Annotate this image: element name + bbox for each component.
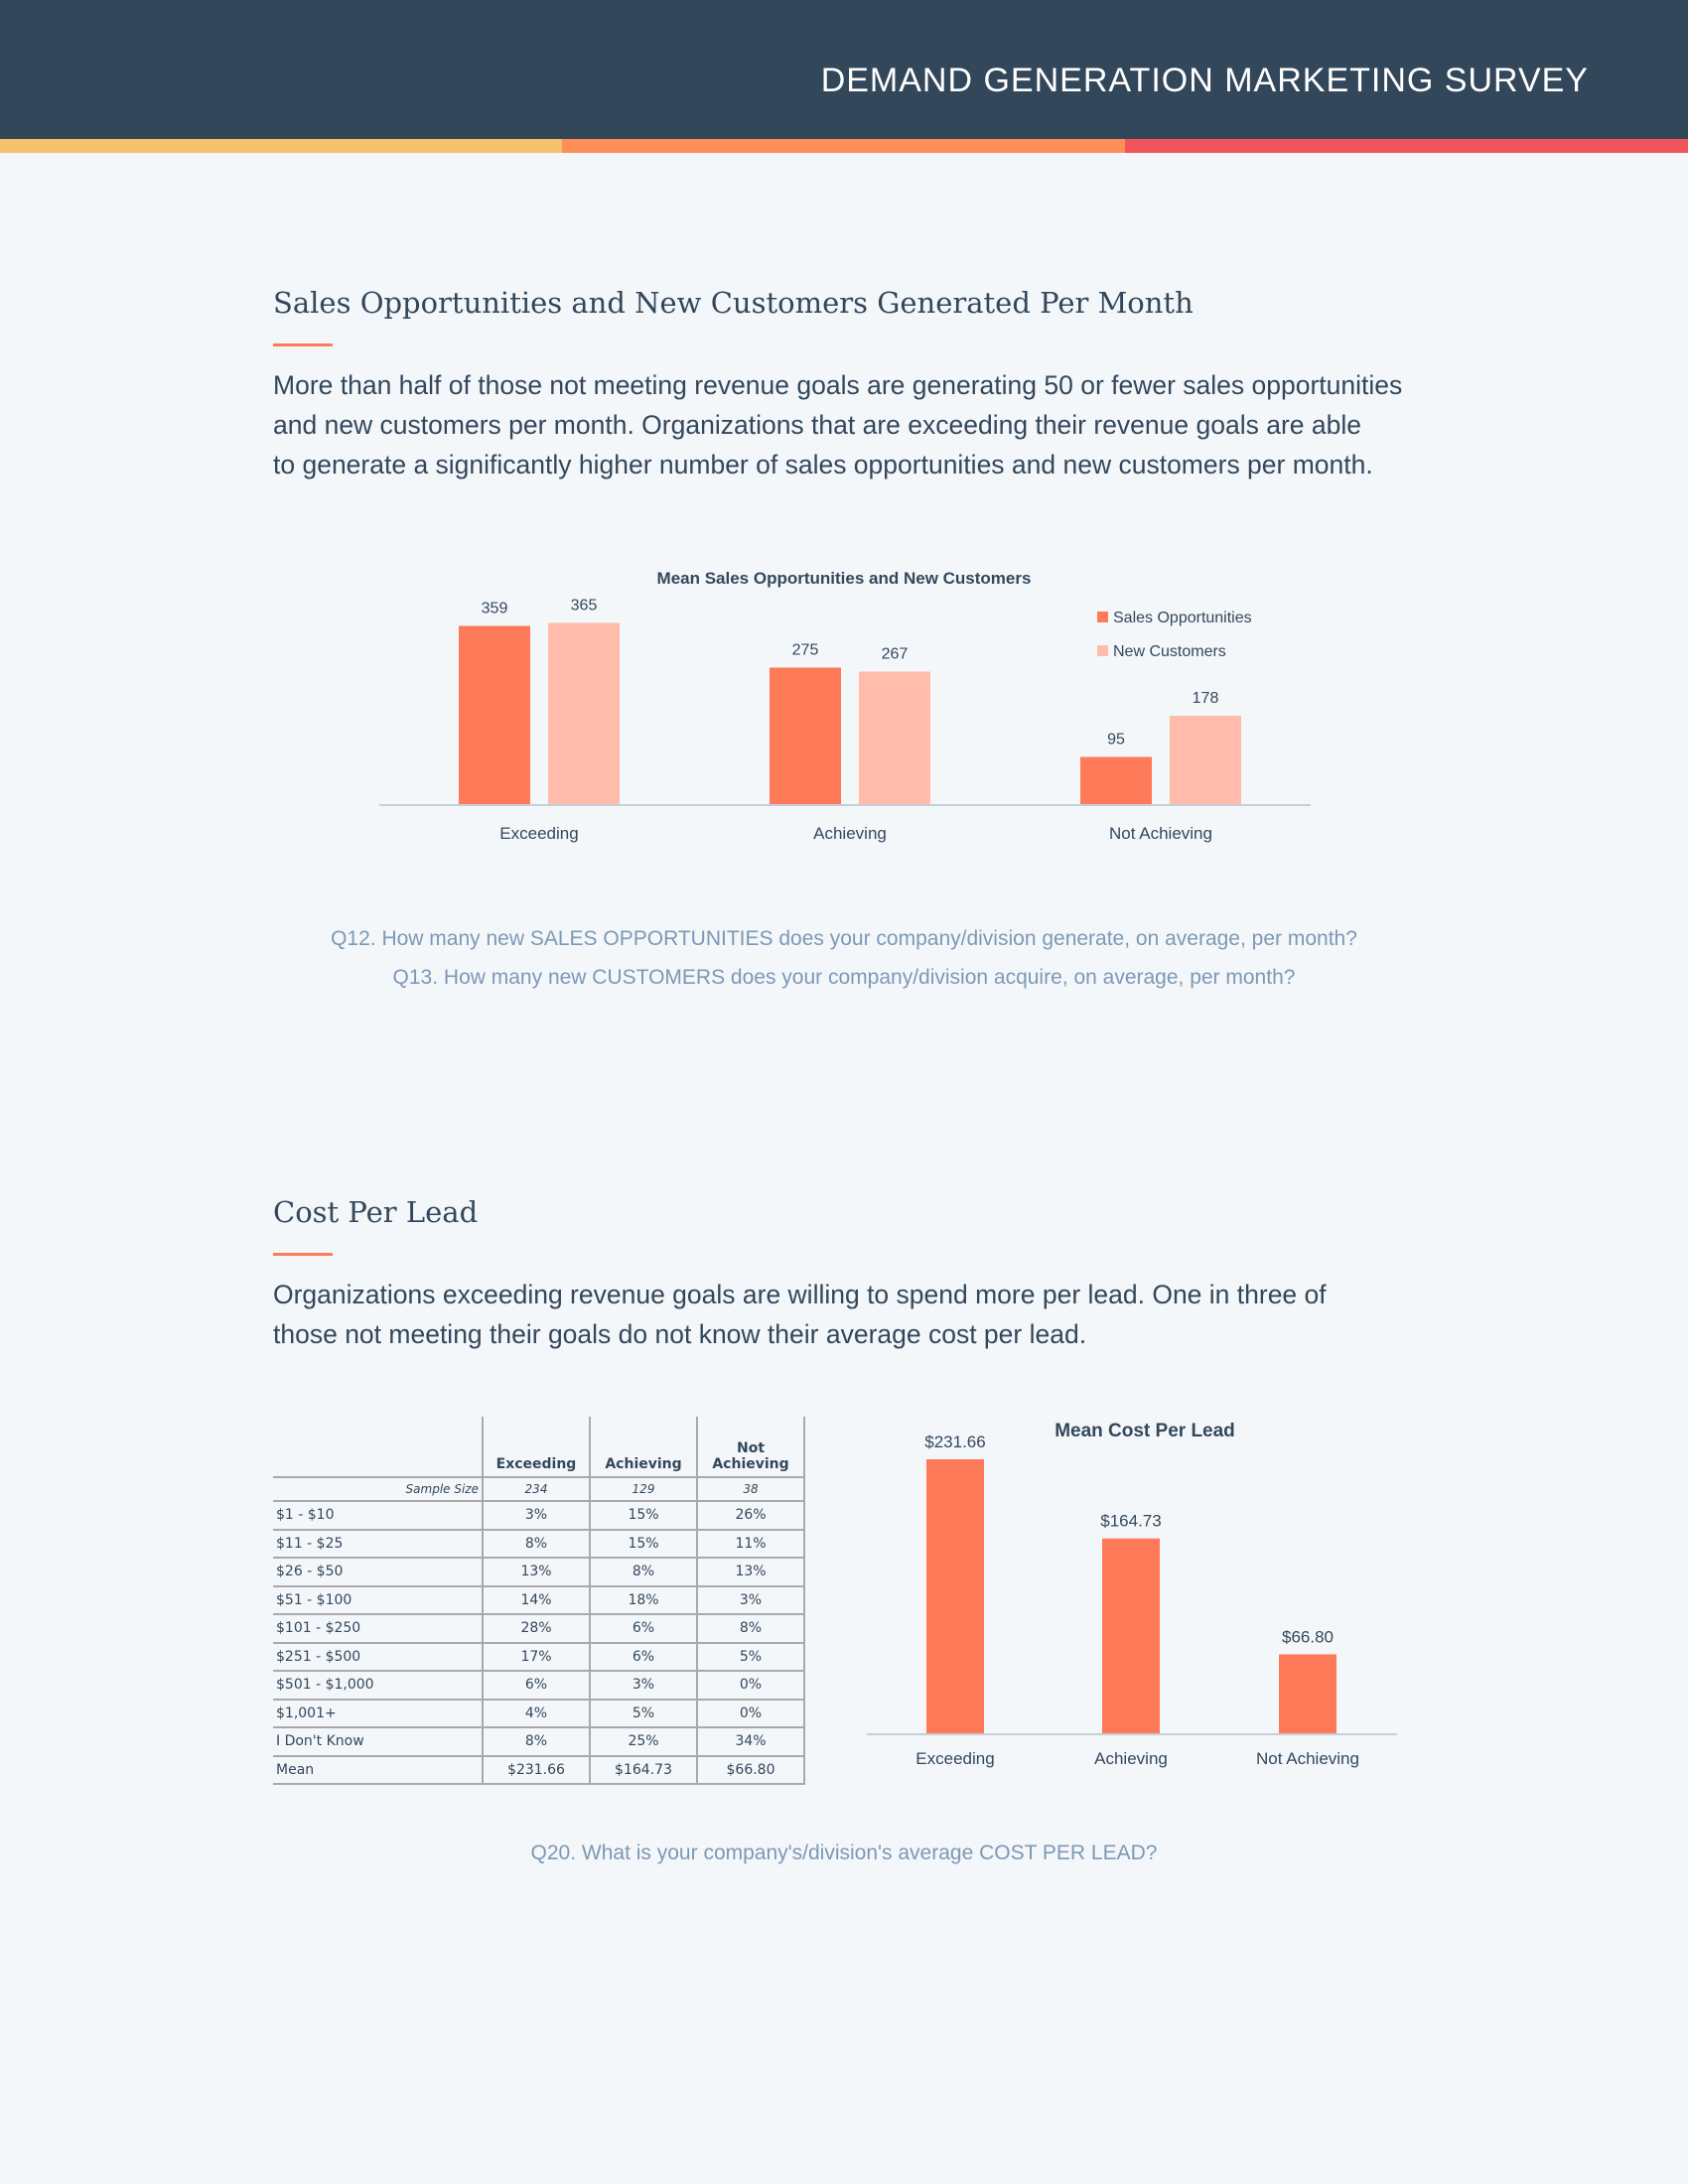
table-cell: 15% [590, 1501, 697, 1530]
table-cell: 11% [697, 1530, 804, 1559]
table-cell: $1,001+ [273, 1700, 483, 1728]
data-label: 359 [481, 600, 508, 617]
table-cell: Sample Size [273, 1477, 483, 1501]
bar-sales-opportunities [459, 626, 530, 805]
bar-new-customers [548, 623, 620, 805]
table-cell: 13% [483, 1558, 590, 1586]
table-cell: I Don't Know [273, 1727, 483, 1756]
paragraph-line: those not meeting their goals do not know their average cost per lead. [273, 1319, 1087, 1349]
table-cell: $231.66 [483, 1756, 590, 1785]
table-cell: $1 - $10 [273, 1501, 483, 1530]
legend-label-sales-opportunities: Sales Opportunities [1113, 610, 1252, 626]
legend-swatch-new-customers [1097, 645, 1108, 656]
table-header-cell: Exceeding [483, 1417, 590, 1477]
title-underline [273, 343, 333, 346]
table-cell: 25% [590, 1727, 697, 1756]
paragraph-line: to generate a significantly higher number of sales opportunities and new customers per month. [273, 450, 1373, 479]
table-header-cell: Not Achieving [697, 1417, 804, 1477]
table-cell: $26 - $50 [273, 1558, 483, 1586]
table-cell: 3% [590, 1671, 697, 1700]
section2-paragraph [273, 1275, 1425, 1354]
section-title-cost-per-lead: Cost Per Lead [273, 1195, 479, 1229]
section-title-sales-opportunities: Sales Opportunities and New Customers Generated Per Month [273, 286, 1194, 320]
page-header [0, 0, 1688, 139]
table-cell: 8% [590, 1558, 697, 1586]
accent-stripe-orange [562, 139, 1125, 153]
bar-cost-per-lead [1102, 1539, 1160, 1733]
paragraph-line: and new customers per month. Organizations that are exceeding their revenue goals are able [273, 410, 1361, 440]
table-cell: 14% [483, 1586, 590, 1615]
table-cell: $164.73 [590, 1756, 697, 1785]
table-header-cell: Achieving [590, 1417, 697, 1477]
table-cell: 8% [483, 1530, 590, 1559]
bar-cost-per-lead [1279, 1654, 1336, 1733]
category-label: Exceeding [915, 1749, 995, 1768]
table-header-cell [273, 1417, 483, 1477]
table-row [273, 1643, 804, 1672]
table-cell: 3% [483, 1501, 590, 1530]
bar-sales-opportunities [770, 668, 841, 805]
table-cell: $51 - $100 [273, 1586, 483, 1615]
table-row [273, 1558, 804, 1586]
table-cell: $101 - $250 [273, 1614, 483, 1643]
table-cell: Mean [273, 1756, 483, 1785]
table-cell: 3% [697, 1586, 804, 1615]
table-cell: 15% [590, 1530, 697, 1559]
category-label: Not Achieving [1256, 1749, 1359, 1768]
table-row [273, 1727, 804, 1756]
data-label: 178 [1192, 690, 1219, 707]
table-cell: 38 [697, 1477, 804, 1501]
cost-per-lead-table [273, 1417, 805, 1785]
chart-legend [1097, 610, 1252, 660]
category-label: Exceeding [499, 824, 579, 843]
table-cell: 5% [590, 1700, 697, 1728]
table-cell: 18% [590, 1586, 697, 1615]
table-cell: 34% [697, 1727, 804, 1756]
table-row [273, 1501, 804, 1530]
table-row [273, 1586, 804, 1615]
survey-questions [0, 919, 1688, 997]
table-cell: 6% [483, 1671, 590, 1700]
table-row [273, 1700, 804, 1728]
table-header-row [273, 1417, 804, 1477]
data-label: 95 [1107, 731, 1125, 749]
question-q13: Q13. How many new CUSTOMERS does your company/division acquire, on average, per month? [392, 966, 1296, 989]
category-label: Achieving [1094, 1749, 1168, 1768]
table-cell: 8% [697, 1614, 804, 1643]
table-cell: 28% [483, 1614, 590, 1643]
table-row [273, 1614, 804, 1643]
data-label: 275 [791, 641, 819, 659]
table-cell: 0% [697, 1671, 804, 1700]
title-underline [273, 1253, 333, 1256]
data-label: $164.73 [1100, 1511, 1162, 1531]
category-label: Achieving [813, 824, 887, 843]
header-title: DEMAND GENERATION MARKETING SURVEY [820, 62, 1589, 99]
table-cell: 0% [697, 1700, 804, 1728]
table-cell: $251 - $500 [273, 1643, 483, 1672]
data-label: $231.66 [924, 1433, 986, 1451]
chart-mean-cost-per-lead [864, 1410, 1400, 1787]
table-cell: 234 [483, 1477, 590, 1501]
table-cell: $11 - $25 [273, 1530, 483, 1559]
bar-sales-opportunities [1080, 757, 1152, 805]
table-cell: 129 [590, 1477, 697, 1501]
legend-label-new-customers: New Customers [1113, 643, 1226, 660]
data-label: $66.80 [1282, 1627, 1334, 1647]
data-label: 365 [570, 597, 598, 614]
bar-new-customers [1170, 716, 1241, 804]
table-cell: 17% [483, 1643, 590, 1672]
accent-stripe-red [1125, 139, 1688, 153]
table-cell: 6% [590, 1614, 697, 1643]
data-label: 267 [881, 645, 909, 663]
bar-new-customers [859, 672, 930, 805]
question-q20: Q20. What is your company's/division's average COST PER LEAD? [530, 1842, 1158, 1864]
table-cell: 8% [483, 1727, 590, 1756]
section1-paragraph [273, 365, 1425, 484]
table-cell: 6% [590, 1643, 697, 1672]
legend-swatch-sales-opportunities [1097, 612, 1108, 622]
chart-title: Mean Sales Opportunities and New Customers [656, 569, 1032, 588]
bar-cost-per-lead [926, 1459, 984, 1733]
table-row-sample-size [273, 1477, 804, 1501]
chart-title: Mean Cost Per Lead [1055, 1421, 1235, 1441]
table-cell: 26% [697, 1501, 804, 1530]
table-cell: $66.80 [697, 1756, 804, 1785]
table-cell: $501 - $1,000 [273, 1671, 483, 1700]
table-cell: 13% [697, 1558, 804, 1586]
paragraph-line: More than half of those not meeting revenue goals are generating 50 or fewer sales opportunities [273, 370, 1403, 400]
question-q12: Q12. How many new SALES OPPORTUNITIES does your company/division generate, on average, per month? [331, 927, 1357, 950]
table-row [273, 1671, 804, 1700]
table-cell: 4% [483, 1700, 590, 1728]
table-cell: 5% [697, 1643, 804, 1672]
category-label: Not Achieving [1109, 824, 1212, 843]
accent-stripe-yellow [0, 139, 562, 153]
table-row [273, 1530, 804, 1559]
table-row-mean [273, 1756, 804, 1785]
paragraph-line: Organizations exceeding revenue goals are willing to spend more per lead. One in three of [273, 1280, 1327, 1309]
chart-mean-sales-opportunities [367, 556, 1321, 854]
